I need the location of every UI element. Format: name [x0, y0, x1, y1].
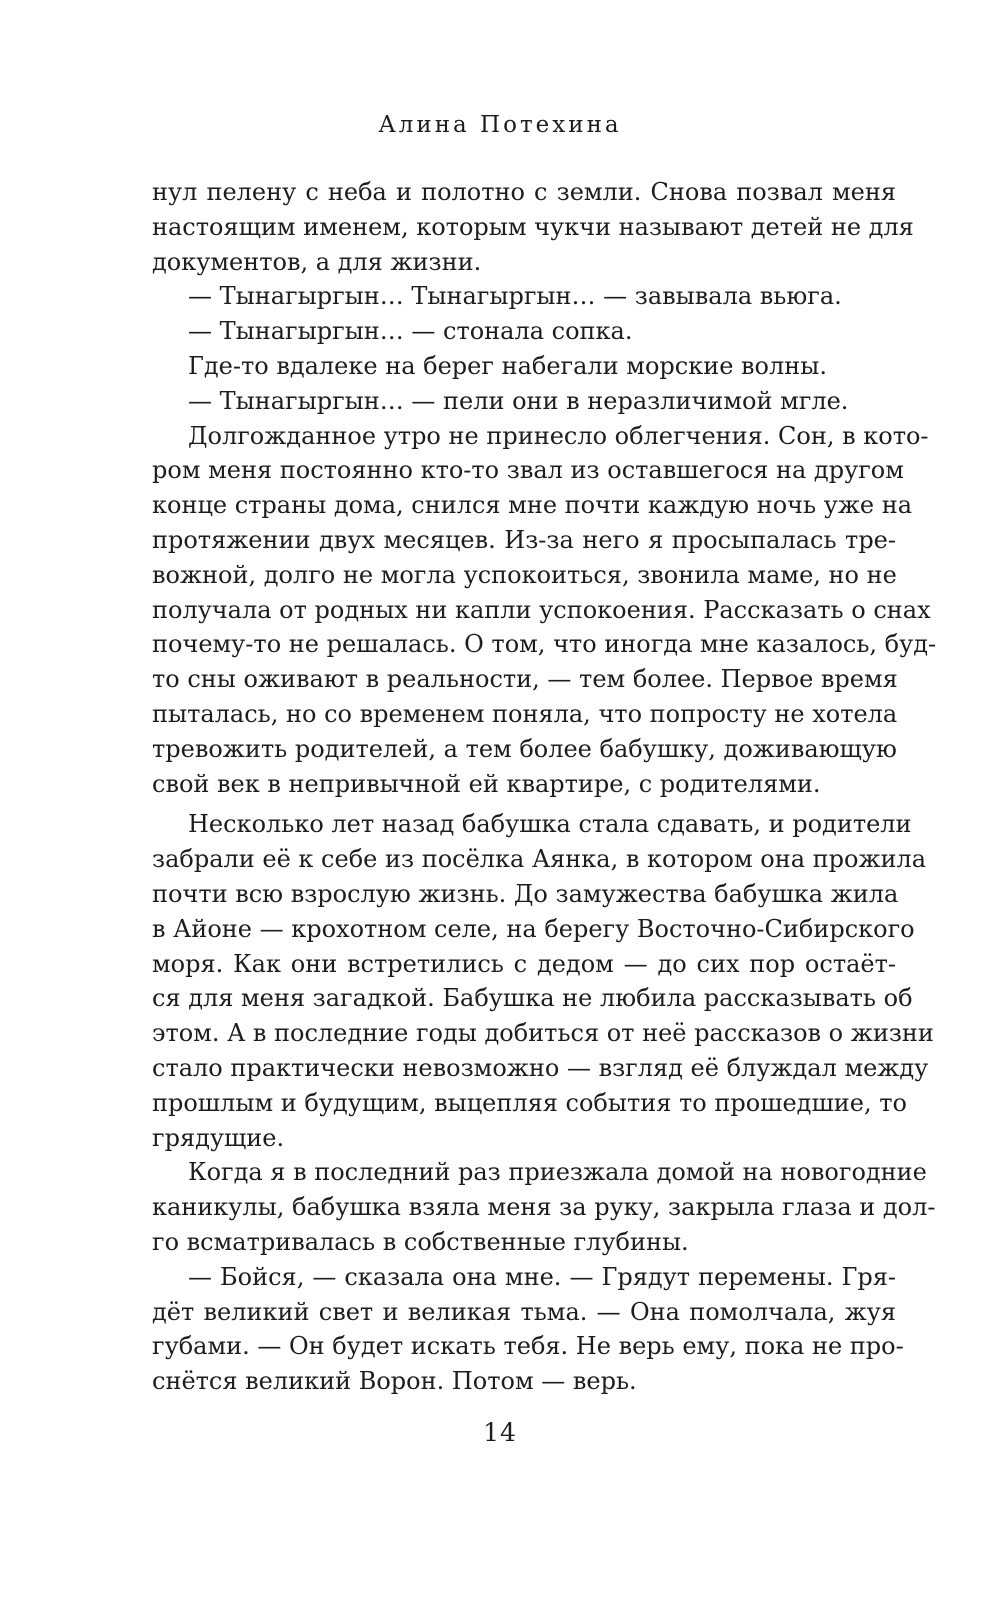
text-line: го всматривалась в собственные глубины.: [152, 1227, 689, 1256]
text-line: забрали её к себе из посёлка Аянка, в котором она прожила: [152, 845, 927, 874]
text-line: получала от родных ни капли успокоения. Рассказать о снах: [152, 595, 931, 624]
text-line: документов, а для жизни.: [152, 247, 482, 276]
text-line: в Айоне — крохотном селе, на берегу Восточно-Сибирского: [152, 914, 915, 943]
text-line: Несколько лет назад бабушка стала сдавать, и родители: [188, 810, 912, 839]
text-line: Когда я в последний раз приезжала домой на новогодние: [188, 1158, 927, 1187]
text-line: протяжении двух месяцев. Из-за него я просыпалась тре-: [152, 525, 896, 554]
text-line: то сны оживают в реальности, — тем более. Первое время: [152, 665, 898, 694]
text-line: — Бойся, — сказала она мне. — Грядут перемены. Гря-: [188, 1262, 896, 1291]
text-line: прошлым и будущим, выцепляя события то прошедшие, то: [152, 1088, 907, 1117]
text-line: моря. Как они встретились с дедом — до сих пор остаёт-: [152, 949, 896, 978]
text-line: пыталась, но со временем поняла, что попросту не хотела: [152, 699, 898, 728]
text-line: ся для меня загадкой. Бабушка не любила рассказывать об: [152, 984, 913, 1013]
text-line: вожной, долго не могла успокоиться, звонила маме, но не: [152, 560, 897, 589]
text-line: тревожить родителей, а тем более бабушку, доживающую: [152, 734, 897, 763]
text-line: почему-то не решалась. О том, что иногда мне казалось, буд-: [152, 630, 937, 659]
text-line: ром меня постоянно кто-то звал из оставшегося на другом: [152, 456, 904, 485]
body-text: [152, 175, 937, 1399]
text-line: Где-то вдалеке на берег набегали морские волны.: [188, 351, 827, 380]
text-line: снётся великий Ворон. Потом — верь.: [152, 1367, 637, 1396]
text-line: этом. А в последние годы добиться от неё рассказов о жизни: [152, 1019, 934, 1048]
text-line: конце страны дома, снился мне почти каждую ночь уже на: [152, 491, 913, 520]
text-line: свой век в непривычной ей квартире, с родителями.: [152, 769, 821, 798]
text-line: дёт великий свет и великая тьма. — Она помолчала, жуя: [152, 1297, 896, 1326]
text-line: каникулы, бабушка взяла меня за руку, закрыла глаза и дол-: [152, 1193, 936, 1222]
text-line: почти всю взрослую жизнь. До замужества бабушка жила: [152, 879, 899, 908]
text-line: нул пелену с неба и полотно с земли. Снова позвал меня: [152, 178, 896, 206]
page-number: 14: [483, 1418, 517, 1447]
text-line: настоящим именем, которым чукчи называют детей не для: [152, 212, 914, 241]
text-line: — Тынагыргын… — стонала сопка.: [188, 317, 633, 346]
text-line: стало практически невозможно — взгляд её блуждал между: [152, 1053, 929, 1082]
running-head-author: Алина Потехина: [378, 112, 622, 138]
text-line: Долгожданное утро не принесло облегчения. Сон, в кото-: [188, 421, 929, 450]
text-line: — Тынагыргын… — пели они в неразличимой мгле.: [188, 386, 849, 415]
text-line: грядущие.: [152, 1123, 285, 1152]
text-line: — Тынагыргын… Тынагыргын… — завывала вьюга.: [188, 282, 842, 311]
text-line: губами. — Он будет искать тебя. Не верь ему, пока не про-: [152, 1332, 904, 1361]
